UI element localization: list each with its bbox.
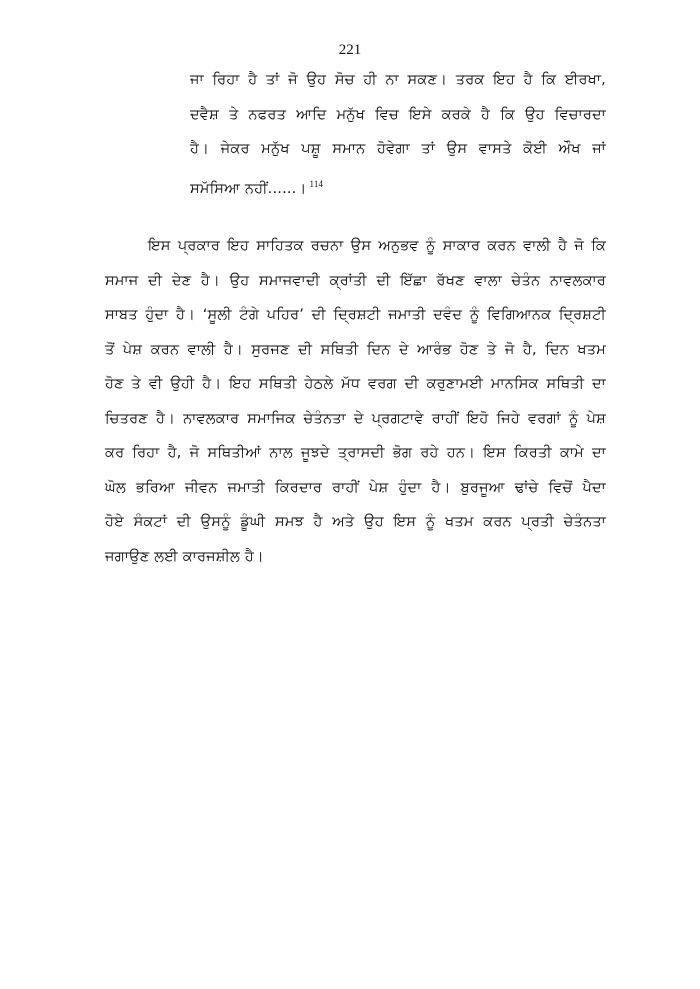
quote-line-last bbox=[190, 167, 606, 202]
paragraph-line: ਘੋਲ ਭਰਿਆ ਜੀਵਨ ਜਮਾਤੀ ਕਿਰਦਾਰ ਰਾਹੀਂ ਪੇਸ਼ ਹੁੰਦਾ ਹੈ। ਬੁਰਜੂਆ ਢਾਂਚੇ ਵਿਚੋਂ ਪੈਦਾ bbox=[105, 479, 606, 496]
block-quote bbox=[190, 63, 606, 201]
paragraph-line: ਸਮਾਜ ਦੀ ਦੇਣ ਹੈ। ਉਹ ਸਮਾਜਵਾਦੀ ਕ੍ਰਾਂਤੀ ਦੀ ਇੱਛਾ ਰੱਖਣ ਵਾਲਾ ਚੇਤੰਨ ਨਾਵਲਕਾਰ bbox=[105, 272, 606, 289]
footnote-reference[interactable]: 114 bbox=[309, 178, 324, 189]
quote-line-text: ਸਮੱਸਿਆ ਨਹੀਂ......। bbox=[190, 180, 307, 197]
quote-line: ਦਵੈਸ਼ ਤੇ ਨਫਰਤ ਆਦਿ ਮਨੁੱਖ ਵਿਚ ਇਸੇ ਕਰਕੇ ਹੈ ਕਿ ਉਹ ਵਿਚਾਰਦਾ bbox=[190, 106, 606, 123]
paragraph-line: ਇਸ ਪ੍ਰਕਾਰ ਇਹ ਸਾਹਿਤਕ ਰਚਨਾ ਉਸ ਅਨੁਭਵ ਨੂੰ ਸਾਕਾਰ ਕਰਨ ਵਾਲੀ ਹੈ ਜੋ ਕਿ bbox=[148, 238, 606, 254]
quote-line: ਜਾ ਰਿਹਾ ਹੈ ਤਾਂ ਜੋ ਉਹ ਸੋਚ ਹੀ ਨਾ ਸਕਣ। ਤਰਕ ਇਹ ਹੈ ਕਿ ਈਰਖਾ, bbox=[190, 72, 606, 88]
paragraph-line: ਕਰ ਰਿਹਾ ਹੈ, ਜੋ ਸਥਿਤੀਆਂ ਨਾਲ ਜੂਝਦੇ ਤ੍ਰਾਸਦੀ ਭੋਗ ਰਹੇ ਹਨ। ਇਸ ਕਿਰਤੀ ਕਾਮੇ ਦਾ bbox=[105, 445, 606, 461]
page-number: 221 bbox=[338, 42, 362, 58]
paragraph-line: ਚਿਤਰਣ ਹੈ। ਨਾਵਲਕਾਰ ਸਮਾਜਿਕ ਚੇਤੰਨਤਾ ਦੇ ਪ੍ਰਗਟਾਵੇ ਰਾਹੀਂ ਇਹੋ ਜਿਹੇ ਵਰਗਾਂ ਨੂੰ ਪੇਸ਼ bbox=[105, 410, 606, 427]
paragraph-line: ਤੋਂ ਪੇਸ਼ ਕਰਨ ਵਾਲੀ ਹੈ। ਸੁਰਜਣ ਦੀ ਸਥਿਤੀ ਦਿਨ ਦੇ ਆਰੰਭ ਹੋਣ ਤੇ ਜੋ ਹੈ, ਦਿਨ ਖਤਮ bbox=[105, 341, 606, 358]
body-paragraph bbox=[105, 229, 606, 574]
paragraph-line: ਹੋਣ ਤੇ ਵੀ ਉਹੀ ਹੈ। ਇਹ ਸਥਿਤੀ ਹੇਠਲੇ ਮੱਧ ਵਰਗ ਦੀ ਕਰੁਣਾਮਈ ਮਾਨਸਿਕ ਸਥਿਤੀ ਦਾ bbox=[105, 376, 606, 392]
paragraph-line-last: ਜਗਾਉਣ ਲਈ ਕਾਰਜਸ਼ੀਲ ਹੈ। bbox=[105, 548, 264, 565]
quote-line: ਹੈ। ਜੇਕਰ ਮਨੁੱਖ ਪਸ਼ੂ ਸਮਾਨ ਹੋਵੇਗਾ ਤਾਂ ਉਸ ਵਾਸਤੇ ਕੋਈ ਔਖ ਜਾਂ bbox=[190, 141, 606, 157]
paragraph-line: ਸਾਬਤ ਹੁੰਦਾ ਹੈ। ‘ਸੂਲੀ ਟੰਗੇ ਪਹਿਰ’ ਦੀ ਦ੍ਰਿਸ਼ਟੀ ਜਮਾਤੀ ਦਵੰਦ ਨੂੰ ਵਿਗਿਆਨਕ ਦ੍ਰਿਸ਼ਟੀ bbox=[105, 307, 606, 323]
paragraph-line: ਹੋਏ ਸੰਕਟਾਂ ਦੀ ਉਸਨੂੰ ਡੂੰਘੀ ਸਮਝ ਹੈ ਅਤੇ ਉਹ ਇਸ ਨੂੰ ਖਤਮ ਕਰਨ ਪ੍ਰਤੀ ਚੇਤੰਨਤਾ bbox=[105, 514, 606, 530]
